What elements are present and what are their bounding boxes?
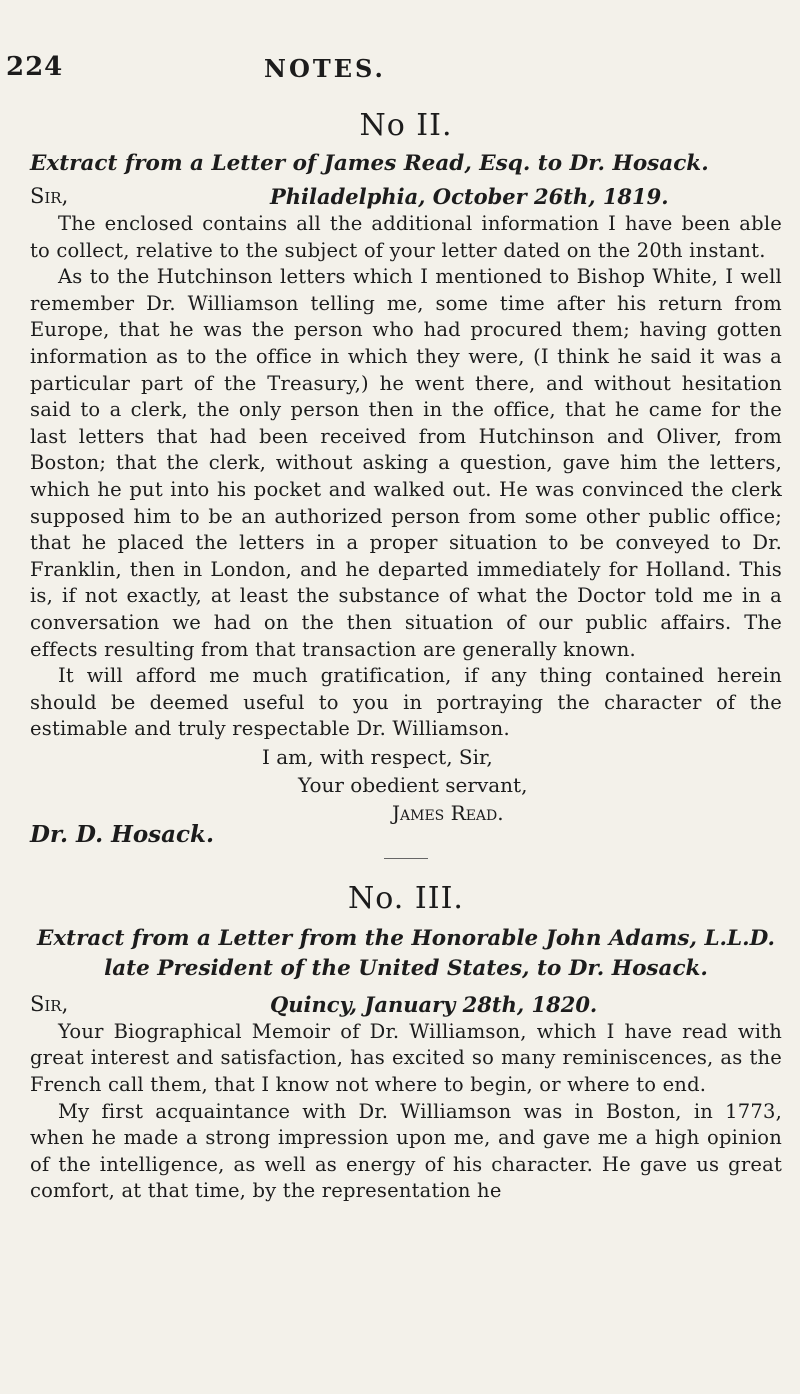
salutation: Sir, bbox=[30, 184, 69, 208]
date-place: Philadelphia, October 26th, 1819. bbox=[270, 184, 669, 209]
paragraph: It will afford me much gratification, if any thing contained herein should be deemed useful to you in portraying the character of the estimable and truly respectable Dr. Williamson. bbox=[30, 664, 782, 741]
paragraph: As to the Hutchinson letters which I mentioned to Bishop White, I well remember Dr. Williamson telling me, some time after his return from Europe, that he was the person who had procured them; having gotten information as to the office in which they were, (I think he said it was a particular part of the Treasury,) he went there, and without hesitation said to a clerk, the only person then in the office, that he came for the last letters that had been received from Hutchinson and Oliver, from Boston; that the clerk, without asking a question, gave him the letters, which he put into his pocket and walked out. He was convinced the clerk supposed him to be an authorized person from some other public office; that he placed the letters in a proper situation to be conveyed to Dr. Franklin, then in London, and he departed immediately for Holland. This is, if not exactly, at least the substance of what the Doctor told me in a conversation we had on the then situation of our public affairs. The effects resulting from that transaction are generally known. bbox=[30, 265, 782, 661]
section-title-ii: No II. bbox=[359, 108, 453, 143]
letter-closing bbox=[30, 743, 782, 827]
closing-line: Your obedient servant, bbox=[298, 772, 528, 797]
section-title-iii: No. III. bbox=[348, 880, 464, 916]
divider bbox=[384, 858, 428, 859]
salutation: Sir, bbox=[30, 991, 69, 1016]
page-body bbox=[30, 108, 782, 1205]
heading-line: late President of the United States, to Dr. Hosack. bbox=[104, 955, 708, 981]
addressee: Dr. D. Hosack. bbox=[30, 820, 214, 848]
date-place: Quincy, January 28th, 1820. bbox=[270, 991, 598, 1017]
letter-heading-adams bbox=[30, 924, 782, 984]
paragraph: Your Biographical Memoir of Dr. Williamson, which I have read with great interest and satisfaction, has excited so many reminiscences, as the French call them, that I know not where to begin, or where to end. bbox=[30, 1019, 782, 1097]
page-header bbox=[6, 52, 760, 86]
signature: James Read. bbox=[392, 800, 504, 825]
paragraph: My first acquaintance with Dr. Williamson was in Boston, in 1773, when he made a strong impression upon me, and gave me a high opinion of the intelligence, as well as energy of his character. He gave us great comfort, at that time, by the representation he bbox=[30, 1099, 782, 1203]
dateline-read bbox=[30, 184, 782, 209]
page-number: 224 bbox=[6, 52, 64, 82]
closing-line: I am, with respect, Sir, bbox=[262, 744, 493, 769]
running-head: NOTES. bbox=[264, 54, 386, 83]
paragraph: The enclosed contains all the additional information I have been able to collect, relative to the subject of your letter dated on the 20th instant. bbox=[30, 212, 782, 262]
heading-line: Extract from a Letter from the Honorable John Adams, L.L.D. bbox=[36, 925, 776, 951]
letter-heading-read: Extract from a Letter of James Read, Esq. to Dr. Hosack. bbox=[30, 151, 709, 176]
dateline-adams bbox=[30, 992, 782, 1017]
